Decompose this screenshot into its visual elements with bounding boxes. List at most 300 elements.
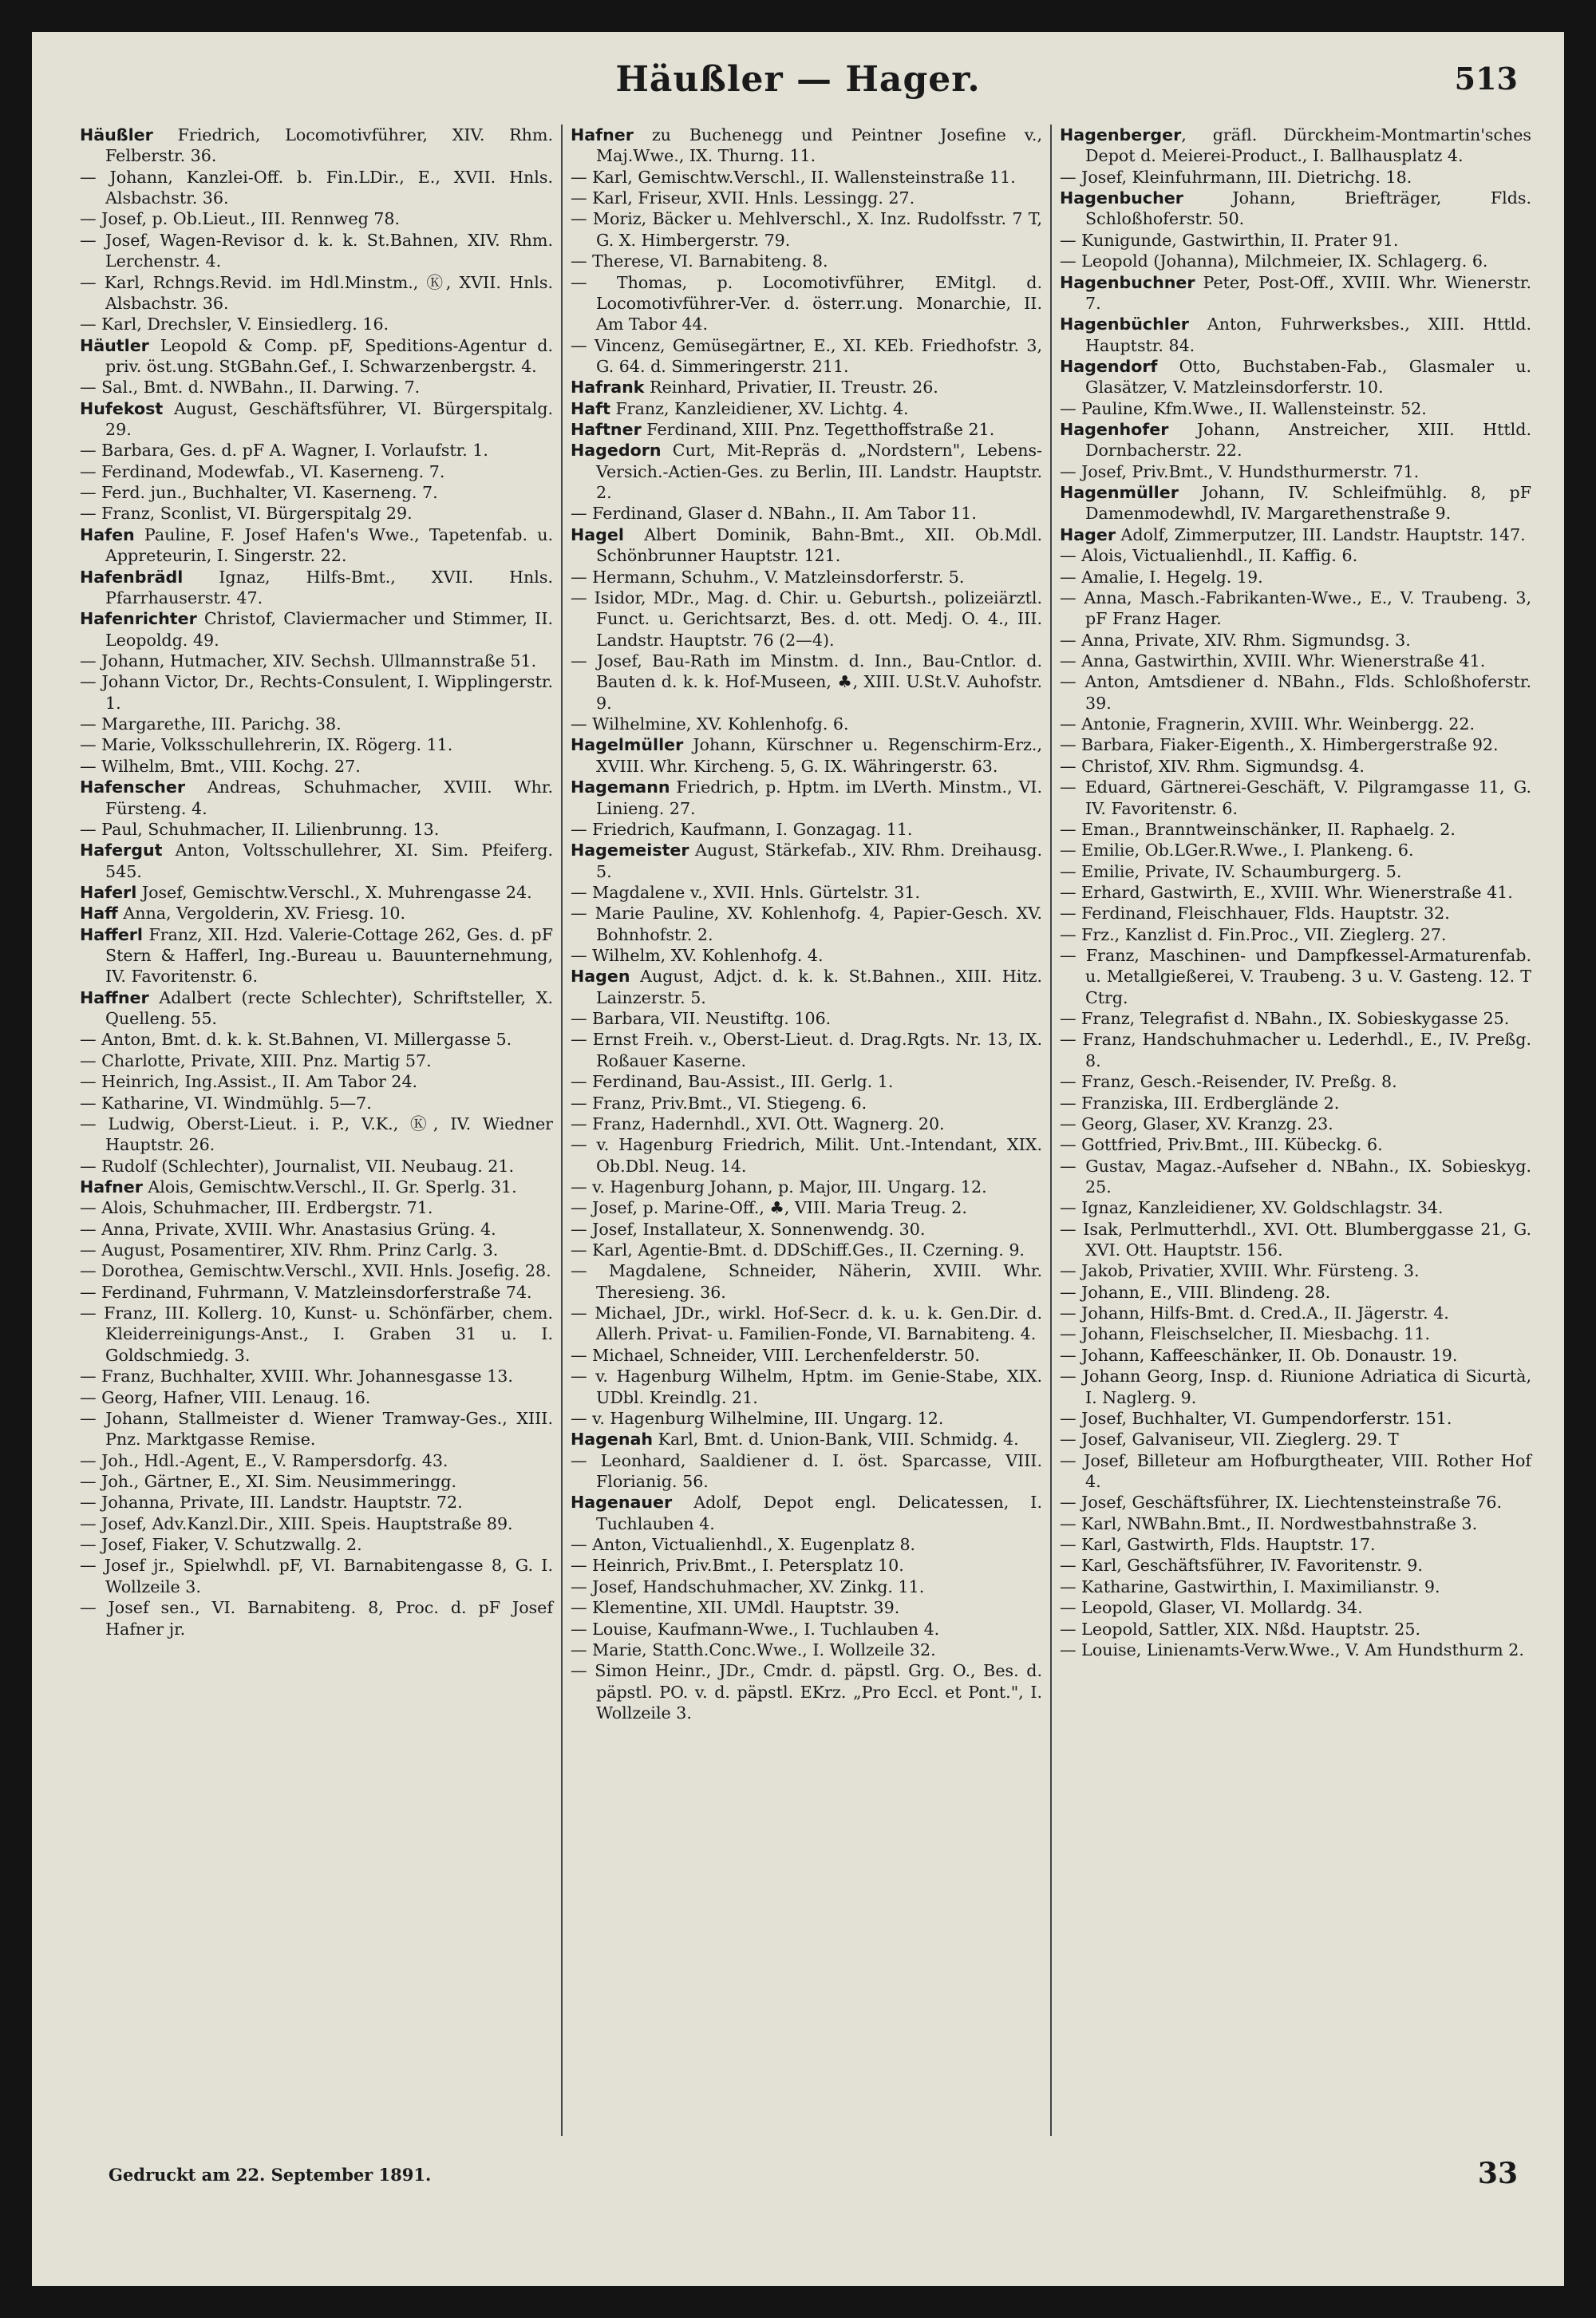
directory-entry — [1060, 1219, 1531, 1261]
entry-text: — Sal., Bmt. d. NWBahn., II. Darwing. 7. — [80, 378, 421, 398]
entry-surname: Hagendorf — [1060, 356, 1158, 376]
directory-entry — [571, 272, 1042, 335]
entry-text: Josef, Gemischtw.Verschl., X. Muhrengasse 24. — [136, 882, 532, 902]
entry-surname: Hafen — [80, 524, 135, 544]
page-footer — [32, 2149, 1564, 2213]
entry-text: — Joh., Hdl.-Agent, E., V. Rampersdorfg. 43. — [80, 1450, 448, 1470]
entry-text: — Michael, Schneider, VIII. Lerchenfelderstr. 50. — [571, 1345, 980, 1365]
directory-entry — [571, 1534, 1042, 1555]
entry-text: — v. Hagenburg Wilhelmine, III. Ungarg. 12. — [571, 1408, 944, 1428]
entry-text: — Johann, Kaffeeschänker, II. Ob. Donaustr. 19. — [1060, 1345, 1458, 1365]
entry-text: — Alois, Victualienhdl., II. Kaffig. 6. — [1060, 546, 1358, 566]
directory-entry — [80, 1050, 553, 1071]
entry-text: — Pauline, Kfm.Wwe., II. Wallensteinstr. 52. — [1060, 398, 1427, 418]
entry-text: Otto, Buchstaben-Fab., Glasmaler u. Glasätzer, V. Matzleinsdorferstr. 10. — [1085, 356, 1531, 398]
directory-entry — [571, 1576, 1042, 1597]
directory-entry — [571, 714, 1042, 734]
directory-entry — [571, 1219, 1042, 1240]
directory-entry — [1060, 1323, 1531, 1344]
entry-text: — Barbara, Ges. d. pF A. Wagner, I. Vorlaufstr. 1. — [80, 441, 488, 461]
entry-text: Friedrich, Locomotivführer, XIV. Rhm. Felberstr. 36. — [105, 125, 553, 166]
directory-entry — [80, 314, 553, 334]
entry-text: — Ernst Freih. v., Oberst-Lieut. d. Drag.Rgts. Nr. 13, IX. Roßauer Kaserne. — [571, 1030, 1042, 1070]
directory-entry — [571, 651, 1042, 714]
entry-text: — Josef jr., Spielwhdl. pF, VI. Barnabitengasse 8, G. I. Wollzeile 3. — [80, 1556, 553, 1596]
directory-entry — [1060, 272, 1531, 314]
directory-entry — [1060, 1619, 1531, 1640]
entry-text: , gräfl. Dürckheim-Montmartin'sches Depot d. Meierei-Product., I. Ballhausplatz 4. — [1085, 125, 1531, 166]
directory-entry — [571, 1134, 1042, 1177]
directory-entry — [80, 1219, 553, 1240]
entry-text: — Eduard, Gärtnerei-Geschäft, V. Pilgramgasse 11, G. IV. Favoritenstr. 6. — [1060, 777, 1531, 818]
directory-entry — [571, 1071, 1042, 1092]
directory-entry — [80, 1260, 553, 1281]
entry-text: Christof, Claviermacher und Stimmer, II. Leopoldg. 49. — [105, 609, 553, 650]
entry-text: — Josef, Wagen-Revisor d. k. k. St.Bahnen, XIV. Rhm. Lerchenstr. 4. — [80, 230, 553, 271]
entry-text: — Dorothea, Gemischtw.Verschl., XVII. Hnls. Josefig. 28. — [80, 1261, 551, 1281]
directory-entry — [571, 1008, 1042, 1029]
entry-text: — Magdalene, Schneider, Näherin, XVIII. Whr. Theresieng. 36. — [571, 1261, 1042, 1302]
entry-text: — Isidor, MDr., Mag. d. Chir. u. Geburtsh., polizeiärztl. Funct. u. Gerichtsarzt, Bes. d. ott. Medj. O. 4., III. Landstr. Hauptstr. 76 (2—4). — [571, 587, 1042, 650]
entry-text: Andreas, Schuhmacher, XVIII. Whr. Fürsteng. 4. — [105, 777, 553, 818]
directory-entry — [1060, 1071, 1531, 1092]
entry-text: Karl, Bmt. d. Union-Bank, VIII. Schmidg. 4. — [653, 1430, 1019, 1450]
directory-entry — [1060, 1134, 1531, 1155]
entry-text: — Heinrich, Ing.Assist., II. Am Tabor 24. — [80, 1072, 418, 1092]
directory-entry — [571, 398, 1042, 419]
entry-text: — Leonhard, Saaldiener d. I. öst. Sparcasse, VIII. Florianig. 56. — [571, 1450, 1042, 1491]
entry-surname: Hagenbuchner — [1060, 272, 1195, 292]
directory-entry — [1060, 251, 1531, 271]
entry-text: — Barbara, VII. Neustiftg. 106. — [571, 1009, 832, 1029]
directory-entry — [1060, 167, 1531, 188]
entry-text: Johann, Briefträger, Flds. Schloßhoferstr. 50. — [1085, 188, 1531, 229]
entry-text: — Antonie, Fragnerin, XVIII. Whr. Weinbergg. 22. — [1060, 714, 1475, 734]
directory-entry — [1060, 1303, 1531, 1323]
entry-surname: Hufekost — [80, 398, 164, 418]
directory-entry — [1060, 314, 1531, 356]
directory-entry — [80, 1071, 553, 1092]
entry-text: — Marie, Statth.Conc.Wwe., I. Wollzeile 32. — [571, 1640, 936, 1659]
entry-text: — Georg, Hafner, VIII. Lenaug. 16. — [80, 1387, 371, 1407]
directory-entry — [80, 1366, 553, 1386]
entry-text: — Ferdinand, Bau-Assist., III. Gerlg. 1. — [571, 1072, 894, 1092]
directory-entry — [1060, 1408, 1531, 1429]
entry-text: Ferdinand, XIII. Pnz. Tegetthoffstraße 21. — [641, 420, 995, 440]
entry-text: — Franz, Hadernhdl., XVI. Ott. Wagnerg. 20. — [571, 1114, 945, 1133]
directory-entry — [571, 945, 1042, 966]
directory-entry — [80, 734, 553, 755]
entry-surname: Häußler — [80, 125, 153, 144]
entry-text: — Karl, Gastwirth, Flds. Hauptstr. 17. — [1060, 1535, 1376, 1555]
directory-entry — [571, 1240, 1042, 1260]
entry-text: — Rudolf (Schlechter), Journalist, VII. Neubaug. 21. — [80, 1156, 515, 1176]
directory-entry — [1060, 1008, 1531, 1029]
directory-entry — [80, 482, 553, 503]
directory-page — [32, 32, 1564, 2286]
directory-entry — [1060, 1197, 1531, 1218]
entry-text: — Wilhelm, Bmt., VIII. Kochg. 27. — [80, 756, 361, 776]
entry-text: — Paul, Schuhmacher, II. Lilienbrunng. 13. — [80, 819, 440, 839]
entry-text: — Magdalene v., XVII. Hnls. Gürtelstr. 31. — [571, 882, 920, 902]
directory-entry — [571, 503, 1042, 524]
entry-surname: Hagenbüchler — [1060, 314, 1189, 334]
entry-text: — Alois, Schuhmacher, III. Erdbergstr. 71. — [80, 1198, 433, 1218]
directory-entry — [80, 608, 553, 651]
directory-entry — [571, 1093, 1042, 1114]
entry-text: — Johann Victor, Dr., Rechts-Consulent, I. Wipplingerstr. 1. — [80, 672, 553, 713]
directory-entry — [571, 1429, 1042, 1450]
directory-entry — [1060, 188, 1531, 230]
entry-text: — Amalie, I. Hegelg. 19. — [1060, 567, 1263, 587]
directory-entry — [80, 987, 553, 1030]
entry-surname: Hafenrichter — [80, 609, 197, 629]
entry-text: — Johanna, Private, III. Landstr. Hauptstr. 72. — [80, 1493, 463, 1513]
directory-entry — [80, 503, 553, 524]
entry-text: — Franz, Gesch.-Reisender, IV. Preßg. 8. — [1060, 1072, 1397, 1092]
entry-text: — Frz., Kanzlist d. Fin.Proc., VII. Zieglerg. 27. — [1060, 924, 1447, 944]
entry-text: — Josef, Adv.Kanzl.Dir., XIII. Speis. Hauptstraße 89. — [80, 1513, 513, 1533]
directory-entry — [1060, 1366, 1531, 1408]
entry-text: Johann, Kürschner u. Regenschirm-Erz., XVIII. Whr. Kircheng. 5, G. IX. Währingerstr. 63. — [596, 735, 1042, 776]
directory-entry — [1060, 1029, 1531, 1071]
directory-entry — [80, 1240, 553, 1260]
entry-text: zu Buchenegg und Peintner Josefine v., Maj.Wwe., IX. Thurng. 11. — [596, 125, 1042, 166]
entry-text: — Josef, p. Ob.Lieut., III. Rennweg 78. — [80, 209, 401, 229]
page-number: 513 — [1454, 61, 1518, 97]
directory-entry — [571, 1303, 1042, 1345]
directory-entry — [80, 1177, 553, 1197]
entry-text: — Josef, Geschäftsführer, IX. Liechtensteinstraße 76. — [1060, 1493, 1503, 1513]
entry-text: — Klementine, XII. UMdl. Hauptstr. 39. — [571, 1598, 900, 1618]
entry-surname: Häutler — [80, 335, 149, 355]
page-header — [32, 53, 1564, 125]
entry-text: — Karl, Rchngs.Revid. im Hdl.Minstm., Ⓚ, XVII. Hnls. Alsbachstr. 36. — [80, 272, 553, 313]
directory-entry — [1060, 356, 1531, 398]
directory-entry — [571, 1408, 1042, 1429]
column-1 — [72, 125, 561, 2136]
entry-text: — Josef, Buchhalter, VI. Gumpendorferstr. 151. — [1060, 1408, 1452, 1428]
directory-entry — [1060, 1260, 1531, 1281]
entry-text: — Ferdinand, Fleischhauer, Flds. Hauptstr. 32. — [1060, 904, 1450, 924]
directory-entry — [1060, 1429, 1531, 1450]
directory-entry — [80, 567, 553, 609]
directory-entry — [1060, 777, 1531, 819]
entry-text: — Franz, Handschuhmacher u. Lederhdl., E., IV. Preßg. 8. — [1060, 1030, 1531, 1070]
directory-entry — [1060, 587, 1531, 630]
entry-text: Pauline, F. Josef Hafen's Wwe., Tapetenfab. u. Appreteurin, I. Singerstr. 22. — [105, 524, 553, 566]
entry-surname: Haft — [571, 398, 610, 418]
entry-text: — Anton, Amtsdiener d. NBahn., Flds. Schloßhoferstr. 39. — [1060, 672, 1531, 713]
entry-surname: Hagenauer — [571, 1493, 673, 1513]
entry-text: — Wilhelm, XV. Kohlenhofg. 4. — [571, 946, 824, 966]
directory-entry — [1060, 419, 1531, 461]
entry-text: — Franziska, III. Erdberglände 2. — [1060, 1093, 1340, 1113]
directory-entry — [80, 335, 553, 378]
entry-text: — Ferdinand, Fuhrmann, V. Matzleinsdorferstraße 74. — [80, 1282, 532, 1302]
entry-text: — Erhard, Gastwirth, E., XVIII. Whr. Wienerstraße 41. — [1060, 882, 1513, 902]
entry-text: Johann, IV. Schleifmühlg. 8, pF Damenmodewhdl, IV. Margarethenstraße 9. — [1085, 483, 1531, 524]
entry-text: August, Geschäftsführer, VI. Bürgerspitalg. 29. — [105, 398, 553, 440]
entry-surname: Hagenbucher — [1060, 188, 1183, 208]
entry-text: — Ferdinand, Modewfab., VI. Kaserneng. 7. — [80, 461, 445, 481]
directory-entry — [80, 1471, 553, 1492]
entry-text: — Gustav, Magaz.-Aufseher d. NBahn., IX. Sobieskyg. 25. — [1060, 1156, 1531, 1197]
directory-entry — [1060, 1093, 1531, 1114]
directory-entry — [1060, 924, 1531, 945]
entry-surname: Hagenberger — [1060, 125, 1182, 144]
directory-entry — [1060, 756, 1531, 777]
entry-text: — Johann, Stallmeister d. Wiener Tramway-Ges., XIII. Pnz. Marktgasse Remise. — [80, 1408, 553, 1450]
entry-text: August, Adjct. d. k. k. St.Bahnen., XIII. Hitz. Lainzerstr. 5. — [596, 967, 1042, 1007]
entry-text: Adolf, Depot engl. Delicatessen, I. Tuchlauben 4. — [596, 1493, 1042, 1533]
directory-entry — [1060, 861, 1531, 882]
entry-text: — Emilie, Private, IV. Schaumburgerg. 5. — [1060, 861, 1402, 881]
directory-entry — [571, 966, 1042, 1008]
directory-entry — [80, 1492, 553, 1513]
directory-entry — [80, 398, 553, 441]
directory-entry — [80, 167, 553, 209]
entry-text: — Simon Heinr., JDr., Cmdr. d. päpstl. Grg. O., Bes. d. päpstl. PO. v. d. päpstl. EKrz. „Pro Eccl. et Pont.", I. Wollzeile 3. — [571, 1661, 1042, 1723]
entry-text: — Franz, Sconlist, VI. Bürgerspitalg 29. — [80, 504, 413, 524]
directory-entry — [1060, 1640, 1531, 1660]
entry-text: — Karl, Gemischtw.Verschl., II. Wallensteinstraße 11. — [571, 167, 1016, 187]
entry-text: — Georg, Glaser, XV. Kranzg. 23. — [1060, 1114, 1333, 1133]
entry-text: — Johann, Fleischselcher, II. Miesbachg. 11. — [1060, 1324, 1431, 1344]
entry-text: — Margarethe, III. Parichg. 38. — [80, 714, 342, 734]
directory-entry — [571, 840, 1042, 882]
entry-text: — Josef, Installateur, X. Sonnenwendg. 30. — [571, 1219, 926, 1239]
entry-text: — Hermann, Schuhm., V. Matzleinsdorferstr. 5. — [571, 567, 965, 587]
entry-text: — Franz, Priv.Bmt., VI. Stiegeng. 6. — [571, 1093, 867, 1113]
entry-surname: Haftner — [571, 420, 642, 440]
entry-surname: Hagedorn — [571, 441, 662, 461]
entry-text: Adolf, Zimmerputzer, III. Landstr. Hauptstr. 147. — [1116, 524, 1526, 544]
entry-text: — Ferdinand, Glaser d. NBahn., II. Am Tabor 11. — [571, 504, 977, 524]
entry-surname: Hagenmüller — [1060, 483, 1179, 503]
entry-text: — August, Posamentirer, XIV. Rhm. Prinz Carlg. 3. — [80, 1240, 499, 1260]
entry-text: — Johann, E., VIII. Blindeng. 28. — [1060, 1282, 1331, 1302]
directory-entry — [80, 777, 553, 819]
entry-text: Franz, Kanzleidiener, XV. Lichtg. 4. — [610, 398, 909, 418]
entry-surname: Hafner — [80, 1177, 143, 1197]
column-2 — [561, 125, 1050, 2136]
directory-entry — [571, 587, 1042, 651]
entry-text: — Karl, Drechsler, V. Einsiedlerg. 16. — [80, 314, 389, 334]
directory-entry — [1060, 1513, 1531, 1534]
directory-entry — [80, 1534, 553, 1555]
directory-entry — [571, 1197, 1042, 1218]
entry-surname: Hafenscher — [80, 777, 185, 797]
entry-surname: Hagemann — [571, 777, 670, 797]
entry-text: — Ferd. jun., Buchhalter, VI. Kaserneng. 7. — [80, 483, 438, 503]
directory-entry — [1060, 1282, 1531, 1303]
entry-text: Peter, Post-Off., XVIII. Whr. Wienerstr. 7. — [1085, 272, 1531, 313]
directory-entry — [1060, 630, 1531, 651]
entry-text: Anton, Voltsschullehrer, XI. Sim. Pfeiferg. 545. — [105, 841, 553, 881]
entry-text: — Gottfried, Priv.Bmt., III. Kübeckg. 6. — [1060, 1135, 1383, 1155]
directory-entry — [80, 1093, 553, 1114]
directory-entry — [1060, 882, 1531, 903]
directory-entry — [80, 1156, 553, 1177]
entry-surname: Haff — [80, 904, 118, 924]
entry-text: — Katharine, VI. Windmühlg. 5—7. — [80, 1093, 372, 1113]
entry-text: — Christof, XIV. Rhm. Sigmundsg. 4. — [1060, 756, 1365, 776]
directory-entry — [80, 1450, 553, 1471]
entry-text: — Franz, Telegrafist d. NBahn., IX. Sobieskygasse 25. — [1060, 1009, 1510, 1029]
entry-text: — v. Hagenburg Johann, p. Major, III. Ungarg. 12. — [571, 1177, 987, 1197]
directory-entry — [80, 671, 553, 714]
entry-text: — Eman., Branntweinschänker, II. Raphaelg. 2. — [1060, 819, 1456, 839]
entry-text: — Charlotte, Private, XIII. Pnz. Martig 57. — [80, 1050, 432, 1070]
directory-entry — [571, 1640, 1042, 1660]
entry-text: — Josef, Kleinfuhrmann, III. Dietrichg. 18. — [1060, 167, 1412, 187]
entry-text: Johann, Anstreicher, XIII. Httld. Dornbacherstr. 22. — [1085, 420, 1531, 461]
directory-entry — [571, 419, 1042, 440]
entry-text: — Johann, Kanzlei-Off. b. Fin.LDir., E., XVII. Hnls. Alsbachstr. 36. — [80, 167, 553, 208]
directory-entry — [571, 208, 1042, 251]
entry-surname: Hafner — [571, 125, 634, 144]
directory-entry — [1060, 461, 1531, 482]
directory-entry — [1060, 125, 1531, 167]
directory-entry — [80, 125, 553, 167]
entry-surname: Hagen — [571, 967, 630, 987]
entry-text: — Thomas, p. Locomotivführer, EMitgl. d. Locomotivführer-Ver. d. österr.ung. Monarchie, II. Am Tabor 44. — [571, 272, 1042, 334]
entry-text: — Wilhelmine, XV. Kohlenhofg. 6. — [571, 714, 849, 734]
entry-text: — Anna, Gastwirthin, XVIII. Whr. Wienerstraße 41. — [1060, 651, 1486, 670]
directory-entry — [571, 567, 1042, 587]
entry-surname: Hagelmüller — [571, 735, 684, 755]
entry-text: — Kunigunde, Gastwirthin, II. Prater 91. — [1060, 230, 1399, 250]
entry-text: — Josef, Handschuhmacher, XV. Zinkg. 11. — [571, 1576, 925, 1596]
entry-text: — Louise, Linienamts-Verw.Wwe., V. Am Hundsthurm 2. — [1060, 1640, 1524, 1659]
entry-text: — Johann, Hilfs-Bmt. d. Cred.A., II. Jägerstr. 4. — [1060, 1303, 1449, 1323]
directory-entry — [80, 1597, 553, 1640]
entry-surname: Hagel — [571, 524, 624, 544]
entry-text: — Karl, NWBahn.Bmt., II. Nordwestbahnstraße 3. — [1060, 1513, 1478, 1533]
directory-entry — [1060, 671, 1531, 714]
entry-text: — Leopold, Glaser, VI. Mollardg. 34. — [1060, 1598, 1363, 1618]
directory-entry — [1060, 1450, 1531, 1493]
directory-entry — [571, 1660, 1042, 1723]
directory-entry — [1060, 398, 1531, 419]
directory-entry — [571, 1492, 1042, 1534]
directory-entry — [571, 1029, 1042, 1071]
directory-entry — [80, 903, 553, 924]
directory-entry — [1060, 545, 1531, 566]
directory-entry — [1060, 1555, 1531, 1576]
directory-entry — [571, 188, 1042, 208]
directory-entry — [1060, 1576, 1531, 1597]
entry-text: — Therese, VI. Barnabiteng. 8. — [571, 251, 828, 271]
entry-text: — Johann, Hutmacher, XIV. Sechsh. Ullmannstraße 51. — [80, 651, 537, 670]
entry-text: — Karl, Agentie-Bmt. d. DDSchiff.Ges., II. Czerning. 9. — [571, 1240, 1025, 1260]
directory-entry — [80, 377, 553, 398]
entry-text: — Johann Georg, Insp. d. Riunione Adriatica di Sicurtà, I. Naglerg. 9. — [1060, 1367, 1531, 1407]
directory-entry — [1060, 1345, 1531, 1366]
entry-text: — Franz, III. Kollerg. 10, Kunst- u. Schönfärber, chem. Kleiderreinigungs-Anst., I. Graben 31 u. I. Goldschmiedg. 3. — [80, 1303, 553, 1365]
directory-entry — [1060, 230, 1531, 251]
entry-text: Franz, XII. Hzd. Valerie-Cottage 262, Ges. d. pF Stern & Hafferl, Ing.-Bureau u. Bauunternehmung, IV. Favoritenstr. 6. — [105, 924, 553, 987]
directory-entry — [80, 230, 553, 272]
directory-entry — [80, 272, 553, 314]
column-3 — [1050, 125, 1539, 2136]
entry-text: — Josef, Priv.Bmt., V. Hundsthurmerstr. 71. — [1060, 461, 1420, 481]
directory-entry — [80, 1513, 553, 1534]
directory-entry — [80, 714, 553, 734]
entry-text: — Anna, Masch.-Fabrikanten-Wwe., E., V. Traubeng. 3, pF Franz Hager. — [1060, 587, 1531, 629]
directory-entry — [80, 651, 553, 671]
directory-entry — [571, 1619, 1042, 1640]
entry-text: — Franz, Maschinen- und Dampfkessel-Armaturenfab. u. Metallgießerei, V. Traubeng. 3 u. V. Gasteng. 12. T Ctrg. — [1060, 946, 1531, 1007]
directory-entry — [571, 734, 1042, 777]
directory-entry — [80, 1387, 553, 1408]
entry-text: Reinhard, Privatier, II. Treustr. 26. — [644, 378, 938, 398]
directory-entry — [571, 819, 1042, 840]
entry-surname: Hagemeister — [571, 841, 689, 860]
entry-text: — Leopold, Sattler, XIX. Nßd. Hauptstr. 25. — [1060, 1619, 1421, 1639]
entry-text: — Emilie, Ob.LGer.R.Wwe., I. Plankeng. 6. — [1060, 841, 1414, 860]
directory-entry — [80, 882, 553, 903]
directory-entry — [571, 335, 1042, 378]
entry-text: — Joh., Gärtner, E., XI. Sim. Neusimmeringg. — [80, 1472, 457, 1491]
directory-entry — [571, 1597, 1042, 1618]
entry-text: — Josef, Galvaniseur, VII. Zieglerg. 29. T — [1060, 1430, 1399, 1450]
directory-entry — [1060, 840, 1531, 860]
entry-surname: Hafrank — [571, 378, 645, 398]
entry-text: Leopold & Comp. pF, Speditions-Agentur d. priv. öst.ung. StGBahn.Gef., I. Schwarzenbergstr. 4. — [105, 335, 553, 376]
entry-text: Albert Dominik, Bahn-Bmt., XII. Ob.Mdl. Schönbrunner Hauptstr. 121. — [596, 524, 1042, 566]
directory-entry — [80, 924, 553, 987]
directory-entry — [1060, 651, 1531, 671]
directory-entry — [80, 208, 553, 229]
entry-text: Anna, Vergolderin, XV. Friesg. 10. — [117, 904, 406, 924]
entry-text: — Jakob, Privatier, XVIII. Whr. Fürsteng. 3. — [1060, 1261, 1420, 1281]
entry-text: — v. Hagenburg Friedrich, Milit. Unt.-Intendant, XIX. Ob.Dbl. Neug. 14. — [571, 1135, 1042, 1176]
entry-text: — Ludwig, Oberst-Lieut. i. P., V.K., Ⓚ, IV. Wiedner Hauptstr. 26. — [80, 1114, 553, 1155]
entry-text: — Michael, JDr., wirkl. Hof-Secr. d. k. u. k. Gen.Dir. d. Allerh. Privat- u. Familien-Fonde, VI. Barnabiteng. 4. — [571, 1303, 1042, 1344]
directory-entry — [571, 167, 1042, 188]
entry-text: — Josef, p. Marine-Off., ♣, VIII. Maria Treug. 2. — [571, 1198, 967, 1218]
entry-text: — Marie, Volksschullehrerin, IX. Rögerg. 11. — [80, 735, 453, 755]
directory-entry — [1060, 1597, 1531, 1618]
entry-text: August, Stärkefab., XIV. Rhm. Dreihausg. 5. — [596, 841, 1042, 881]
entry-text: — Ignaz, Kanzleidiener, XV. Goldschlagstr. 34. — [1060, 1198, 1444, 1218]
directory-entry — [571, 251, 1042, 271]
directory-entry — [1060, 567, 1531, 587]
sheet-number: 33 — [1477, 2157, 1518, 2190]
directory-entry — [80, 1282, 553, 1303]
directory-entry — [571, 1366, 1042, 1408]
entry-text: — Vincenz, Gemüsegärtner, E., XI. KEb. Friedhofstr. 3, G. 64. d. Simmeringerstr. 211. — [571, 335, 1042, 376]
running-head: Häußler — Hager. — [615, 59, 981, 100]
directory-entry — [1060, 734, 1531, 755]
directory-entry — [571, 125, 1042, 167]
entry-text: Anton, Fuhrwerksbes., XIII. Httld. Hauptstr. 84. — [1085, 314, 1531, 355]
directory-entry — [1060, 1156, 1531, 1198]
entry-text: Curt, Mit-Repräs d. „Nordstern", Lebens-Versich.-Actien-Ges. zu Berlin, III. Landstr. Hauptstr. 2. — [596, 441, 1042, 503]
entry-text: — Josef, Fiaker, V. Schutzwallg. 2. — [80, 1535, 362, 1555]
entry-surname: Hafergut — [80, 841, 163, 860]
entry-text: Ignaz, Hilfs-Bmt., XVII. Hnls. Pfarrhauserstr. 47. — [105, 567, 553, 607]
directory-entry — [1060, 714, 1531, 734]
directory-entry — [1060, 1534, 1531, 1555]
entry-surname: Hafenbrädl — [80, 567, 184, 587]
entry-text: — Karl, Friseur, XVII. Hnls. Lessingg. 27. — [571, 188, 915, 208]
directory-entry — [571, 1345, 1042, 1366]
directory-entry — [571, 377, 1042, 398]
entry-text: — v. Hagenburg Wilhelm, Hptm. im Genie-Stabe, XIX. UDbl. Kreindlg. 21. — [571, 1367, 1042, 1407]
